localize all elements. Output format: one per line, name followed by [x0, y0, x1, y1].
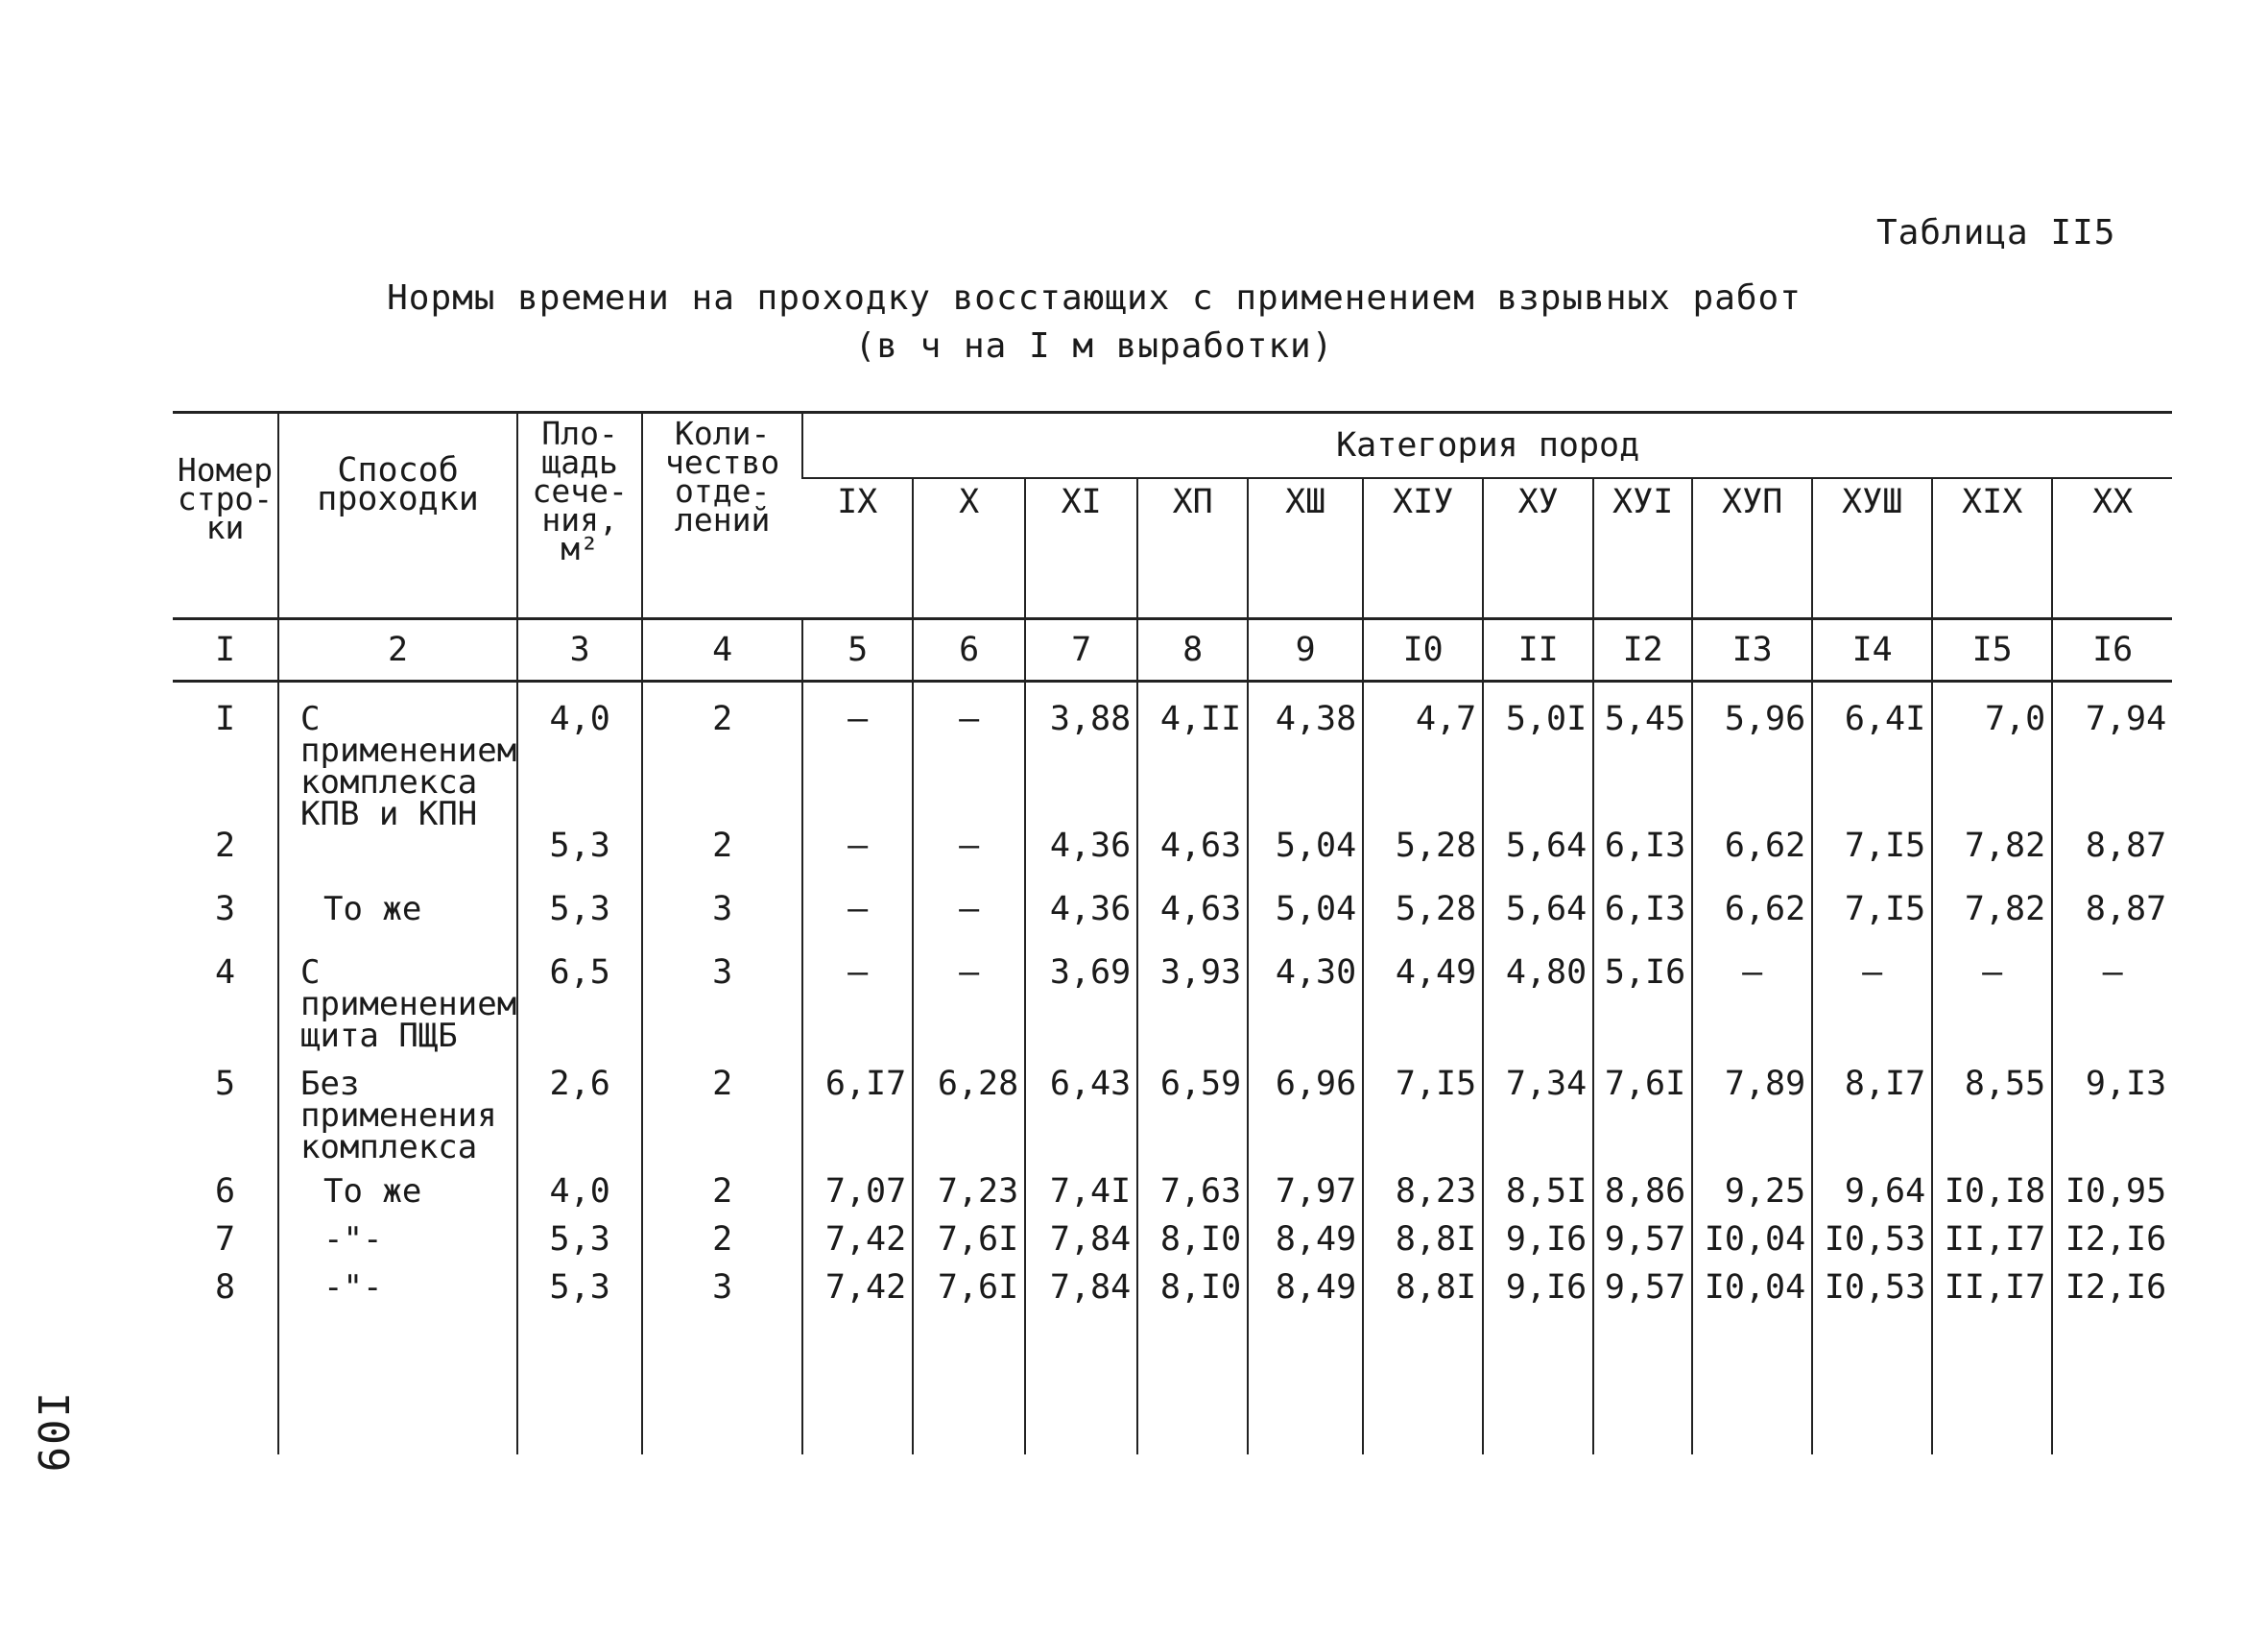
table-filler-row	[173, 1320, 2172, 1454]
empty-cell	[517, 1320, 642, 1454]
column-number: I4	[1812, 619, 1932, 682]
method-cell: То же	[278, 894, 517, 957]
compartments-cell: 2	[642, 1069, 802, 1176]
column-number: 6	[913, 619, 1025, 682]
method-cell: То же	[278, 1176, 517, 1224]
table-row	[173, 682, 2172, 831]
norm-value-cell: –	[913, 894, 1025, 957]
column-number: I2	[1593, 619, 1692, 682]
row-number-cell: 8	[214, 1272, 236, 1307]
norm-value-cell: –	[1812, 957, 1932, 1069]
norm-value-cell: 7,42	[802, 1224, 913, 1272]
area-cell: 2,6	[517, 1069, 642, 1176]
empty-cell	[913, 1320, 1025, 1454]
norm-value-cell: 5,45	[1593, 682, 1692, 831]
norm-value-cell: –	[802, 830, 913, 894]
compartments-cell: 2	[642, 1176, 802, 1224]
norm-value-cell: –	[1692, 957, 1812, 1069]
compartments-cell: 2	[642, 1224, 802, 1272]
area-cell: 6,5	[517, 957, 642, 1069]
row-number-cell: 7	[214, 1224, 236, 1259]
method-cell: С применением комплекса КПВ и КПН	[278, 682, 517, 831]
norm-value-cell: 4,38	[1248, 682, 1363, 831]
norm-value-cell: 4,63	[1137, 894, 1248, 957]
norm-value-cell: 8,49	[1248, 1224, 1363, 1272]
empty-cell	[642, 1320, 802, 1454]
norm-value-cell: 7,I5	[1812, 894, 1932, 957]
time-norms-table	[173, 411, 2172, 1454]
norm-value-cell: 4,30	[1248, 957, 1363, 1069]
norm-value-cell: 7,23	[913, 1176, 1025, 1224]
norm-value-cell: 4,7	[1363, 682, 1483, 831]
column-number: 4	[642, 619, 802, 682]
norm-value-cell: 9,57	[1593, 1224, 1692, 1272]
empty-cell	[1248, 1320, 1363, 1454]
row-number-cell: 6	[214, 1176, 236, 1211]
column-number: I0	[1363, 619, 1483, 682]
column-number: I5	[1932, 619, 2052, 682]
norm-value-cell: 7,82	[1932, 894, 2052, 957]
table-subtitle-units: (в ч на I м выработки)	[854, 326, 1334, 366]
empty-cell	[278, 1320, 517, 1454]
header-compartments: Коли-чество отде-лений	[642, 413, 802, 619]
column-number: 7	[1025, 619, 1137, 682]
norm-value-cell: 7,34	[1483, 1069, 1593, 1176]
norm-value-cell: 6,I3	[1593, 894, 1692, 957]
norm-value-cell: 7,94	[2052, 682, 2172, 831]
norm-value-cell: 5,64	[1483, 830, 1593, 894]
norm-value-cell: 3,69	[1025, 957, 1137, 1069]
table-row	[173, 1224, 2172, 1272]
empty-cell	[1025, 1320, 1137, 1454]
column-number: II	[1483, 619, 1593, 682]
norm-value-cell: I0,04	[1692, 1272, 1812, 1320]
norm-value-cell: I2,I6	[2052, 1224, 2172, 1272]
header-category: XI	[1025, 478, 1137, 619]
header-rock-category: Категория пород	[802, 413, 2172, 479]
norm-value-cell: 3,88	[1025, 682, 1137, 831]
header-category: X	[913, 478, 1025, 619]
empty-cell	[1363, 1320, 1483, 1454]
norm-value-cell: –	[913, 830, 1025, 894]
norm-value-cell: I0,53	[1812, 1272, 1932, 1320]
header-category: XУШ	[1812, 478, 1932, 619]
norm-value-cell: 8,8I	[1363, 1224, 1483, 1272]
header-category: XП	[1137, 478, 1248, 619]
norm-value-cell: –	[802, 957, 913, 1069]
header-category: XШ	[1248, 478, 1363, 619]
norm-value-cell: 7,84	[1025, 1272, 1137, 1320]
table-row	[173, 957, 2172, 1069]
area-cell: 4,0	[517, 1176, 642, 1224]
norm-value-cell: 6,I7	[802, 1069, 913, 1176]
norm-value-cell: 7,6I	[1593, 1069, 1692, 1176]
norm-value-cell: 4,80	[1483, 957, 1593, 1069]
norm-value-cell: 7,97	[1248, 1176, 1363, 1224]
norm-value-cell: 6,62	[1692, 894, 1812, 957]
row-number-cell: I	[214, 700, 236, 738]
compartments-cell: 3	[642, 957, 802, 1069]
column-number: 5	[802, 619, 913, 682]
method-cell: С применением щита ПЩБ	[278, 957, 517, 1069]
method-cell	[278, 830, 517, 894]
empty-cell	[1137, 1320, 1248, 1454]
norm-value-cell: 9,I6	[1483, 1224, 1593, 1272]
norm-value-cell: 7,84	[1025, 1224, 1137, 1272]
header-category: XУI	[1593, 478, 1692, 619]
norm-value-cell: –	[802, 682, 913, 831]
table-row	[173, 1176, 2172, 1224]
norm-value-cell: 8,23	[1363, 1176, 1483, 1224]
norm-value-cell: 8,87	[2052, 894, 2172, 957]
norm-value-cell: II,I7	[1932, 1224, 2052, 1272]
norm-value-cell: 8,5I	[1483, 1176, 1593, 1224]
compartments-cell: 2	[642, 682, 802, 831]
area-cell: 5,3	[517, 1272, 642, 1320]
norm-value-cell: 6,62	[1692, 830, 1812, 894]
area-cell: 5,3	[517, 894, 642, 957]
empty-cell	[802, 1320, 913, 1454]
header-category: XIX	[1932, 478, 2052, 619]
empty-cell	[1483, 1320, 1593, 1454]
norm-value-cell: 4,36	[1025, 894, 1137, 957]
norm-value-cell: 5,28	[1363, 894, 1483, 957]
row-number-cell: 4	[214, 957, 236, 992]
method-cell: -"-	[278, 1224, 517, 1272]
norm-value-cell: 7,6I	[913, 1272, 1025, 1320]
norm-value-cell: 8,8I	[1363, 1272, 1483, 1320]
norm-value-cell: I0,I8	[1932, 1176, 2052, 1224]
compartments-cell: 2	[642, 830, 802, 894]
norm-value-cell: 8,I0	[1137, 1272, 1248, 1320]
column-number: I	[173, 619, 278, 682]
table-title: Нормы времени на проходку восстающих с применением взрывных работ	[387, 278, 1802, 318]
method-cell: Без применения комплекса	[278, 1069, 517, 1176]
norm-value-cell: 4,63	[1137, 830, 1248, 894]
norm-value-cell: 6,28	[913, 1069, 1025, 1176]
header-category: XУП	[1692, 478, 1812, 619]
norm-value-cell: 8,87	[2052, 830, 2172, 894]
norm-value-cell: I0,95	[2052, 1176, 2172, 1224]
norm-value-cell: 5,96	[1692, 682, 1812, 831]
norm-value-cell: 7,82	[1932, 830, 2052, 894]
norm-value-cell: 5,I6	[1593, 957, 1692, 1069]
norm-value-cell: 5,0I	[1483, 682, 1593, 831]
empty-cell	[173, 1320, 278, 1454]
norm-value-cell: 7,I5	[1812, 830, 1932, 894]
column-number: 3	[517, 619, 642, 682]
empty-cell	[1692, 1320, 1812, 1454]
norm-value-cell: 4,II	[1137, 682, 1248, 831]
norm-value-cell: 6,59	[1137, 1069, 1248, 1176]
norm-value-cell: 5,04	[1248, 830, 1363, 894]
table-row	[173, 830, 2172, 894]
norm-value-cell: –	[913, 682, 1025, 831]
norm-value-cell: 8,I0	[1137, 1224, 1248, 1272]
norm-value-cell: 6,I3	[1593, 830, 1692, 894]
area-cell: 4,0	[517, 682, 642, 831]
column-number: 8	[1137, 619, 1248, 682]
page-number: I09	[28, 1392, 77, 1475]
norm-value-cell: 7,I5	[1363, 1069, 1483, 1176]
norm-value-cell: –	[1932, 957, 2052, 1069]
norm-value-cell: –	[2052, 957, 2172, 1069]
norm-value-cell: I2,I6	[2052, 1272, 2172, 1320]
empty-cell	[1593, 1320, 1692, 1454]
norm-value-cell: 5,04	[1248, 894, 1363, 957]
norm-value-cell: 7,63	[1137, 1176, 1248, 1224]
norm-value-cell: 6,4I	[1812, 682, 1932, 831]
norm-value-cell: I0,04	[1692, 1224, 1812, 1272]
norm-value-cell: 8,86	[1593, 1176, 1692, 1224]
method-cell: -"-	[278, 1272, 517, 1320]
norm-value-cell: 3,93	[1137, 957, 1248, 1069]
norm-value-cell: 6,96	[1248, 1069, 1363, 1176]
norm-value-cell: –	[913, 957, 1025, 1069]
row-number-cell: 3	[214, 894, 236, 928]
norm-value-cell: 9,64	[1812, 1176, 1932, 1224]
column-number: I3	[1692, 619, 1812, 682]
column-number: 9	[1248, 619, 1363, 682]
header-area: Пло-щадь сече-ния, м²	[517, 413, 642, 619]
norm-value-cell: 8,I7	[1812, 1069, 1932, 1176]
norm-value-cell: 8,55	[1932, 1069, 2052, 1176]
compartments-cell: 3	[642, 894, 802, 957]
header-category: XУ	[1483, 478, 1593, 619]
norm-value-cell: 9,25	[1692, 1176, 1812, 1224]
table-label: Таблица II5	[1876, 213, 2116, 252]
norm-value-cell: –	[802, 894, 913, 957]
empty-cell	[1932, 1320, 2052, 1454]
header-row-number: Номер стро-ки	[173, 413, 278, 619]
norm-value-cell: 7,6I	[913, 1224, 1025, 1272]
empty-cell	[1812, 1320, 1932, 1454]
norm-value-cell: 5,64	[1483, 894, 1593, 957]
norm-value-cell: 9,I6	[1483, 1272, 1593, 1320]
norm-value-cell: 7,89	[1692, 1069, 1812, 1176]
compartments-cell: 3	[642, 1272, 802, 1320]
column-number: 2	[278, 619, 517, 682]
area-cell: 5,3	[517, 830, 642, 894]
row-number-cell: 5	[214, 1069, 236, 1103]
norm-value-cell: 5,28	[1363, 830, 1483, 894]
norm-value-cell: 6,43	[1025, 1069, 1137, 1176]
norm-value-cell: 7,4I	[1025, 1176, 1137, 1224]
empty-cell	[2052, 1320, 2172, 1454]
norm-value-cell: 4,36	[1025, 830, 1137, 894]
norm-value-cell: 7,0	[1932, 682, 2052, 831]
norm-value-cell: 7,07	[802, 1176, 913, 1224]
norm-value-cell: 7,42	[802, 1272, 913, 1320]
header-category: XIУ	[1363, 478, 1483, 619]
row-number-cell: 2	[214, 830, 236, 865]
table-row	[173, 894, 2172, 957]
norm-value-cell: 9,I3	[2052, 1069, 2172, 1176]
table-row	[173, 1069, 2172, 1176]
header-category: IX	[837, 483, 878, 521]
table-row	[173, 1272, 2172, 1320]
area-cell: 5,3	[517, 1224, 642, 1272]
norm-value-cell: 4,49	[1363, 957, 1483, 1069]
header-category: XX	[2052, 478, 2172, 619]
norm-value-cell: 8,49	[1248, 1272, 1363, 1320]
norm-value-cell: II,I7	[1932, 1272, 2052, 1320]
norm-value-cell: 9,57	[1593, 1272, 1692, 1320]
norm-value-cell: I0,53	[1812, 1224, 1932, 1272]
column-number: I6	[2052, 619, 2172, 682]
header-method: Способ проходки	[278, 413, 517, 619]
